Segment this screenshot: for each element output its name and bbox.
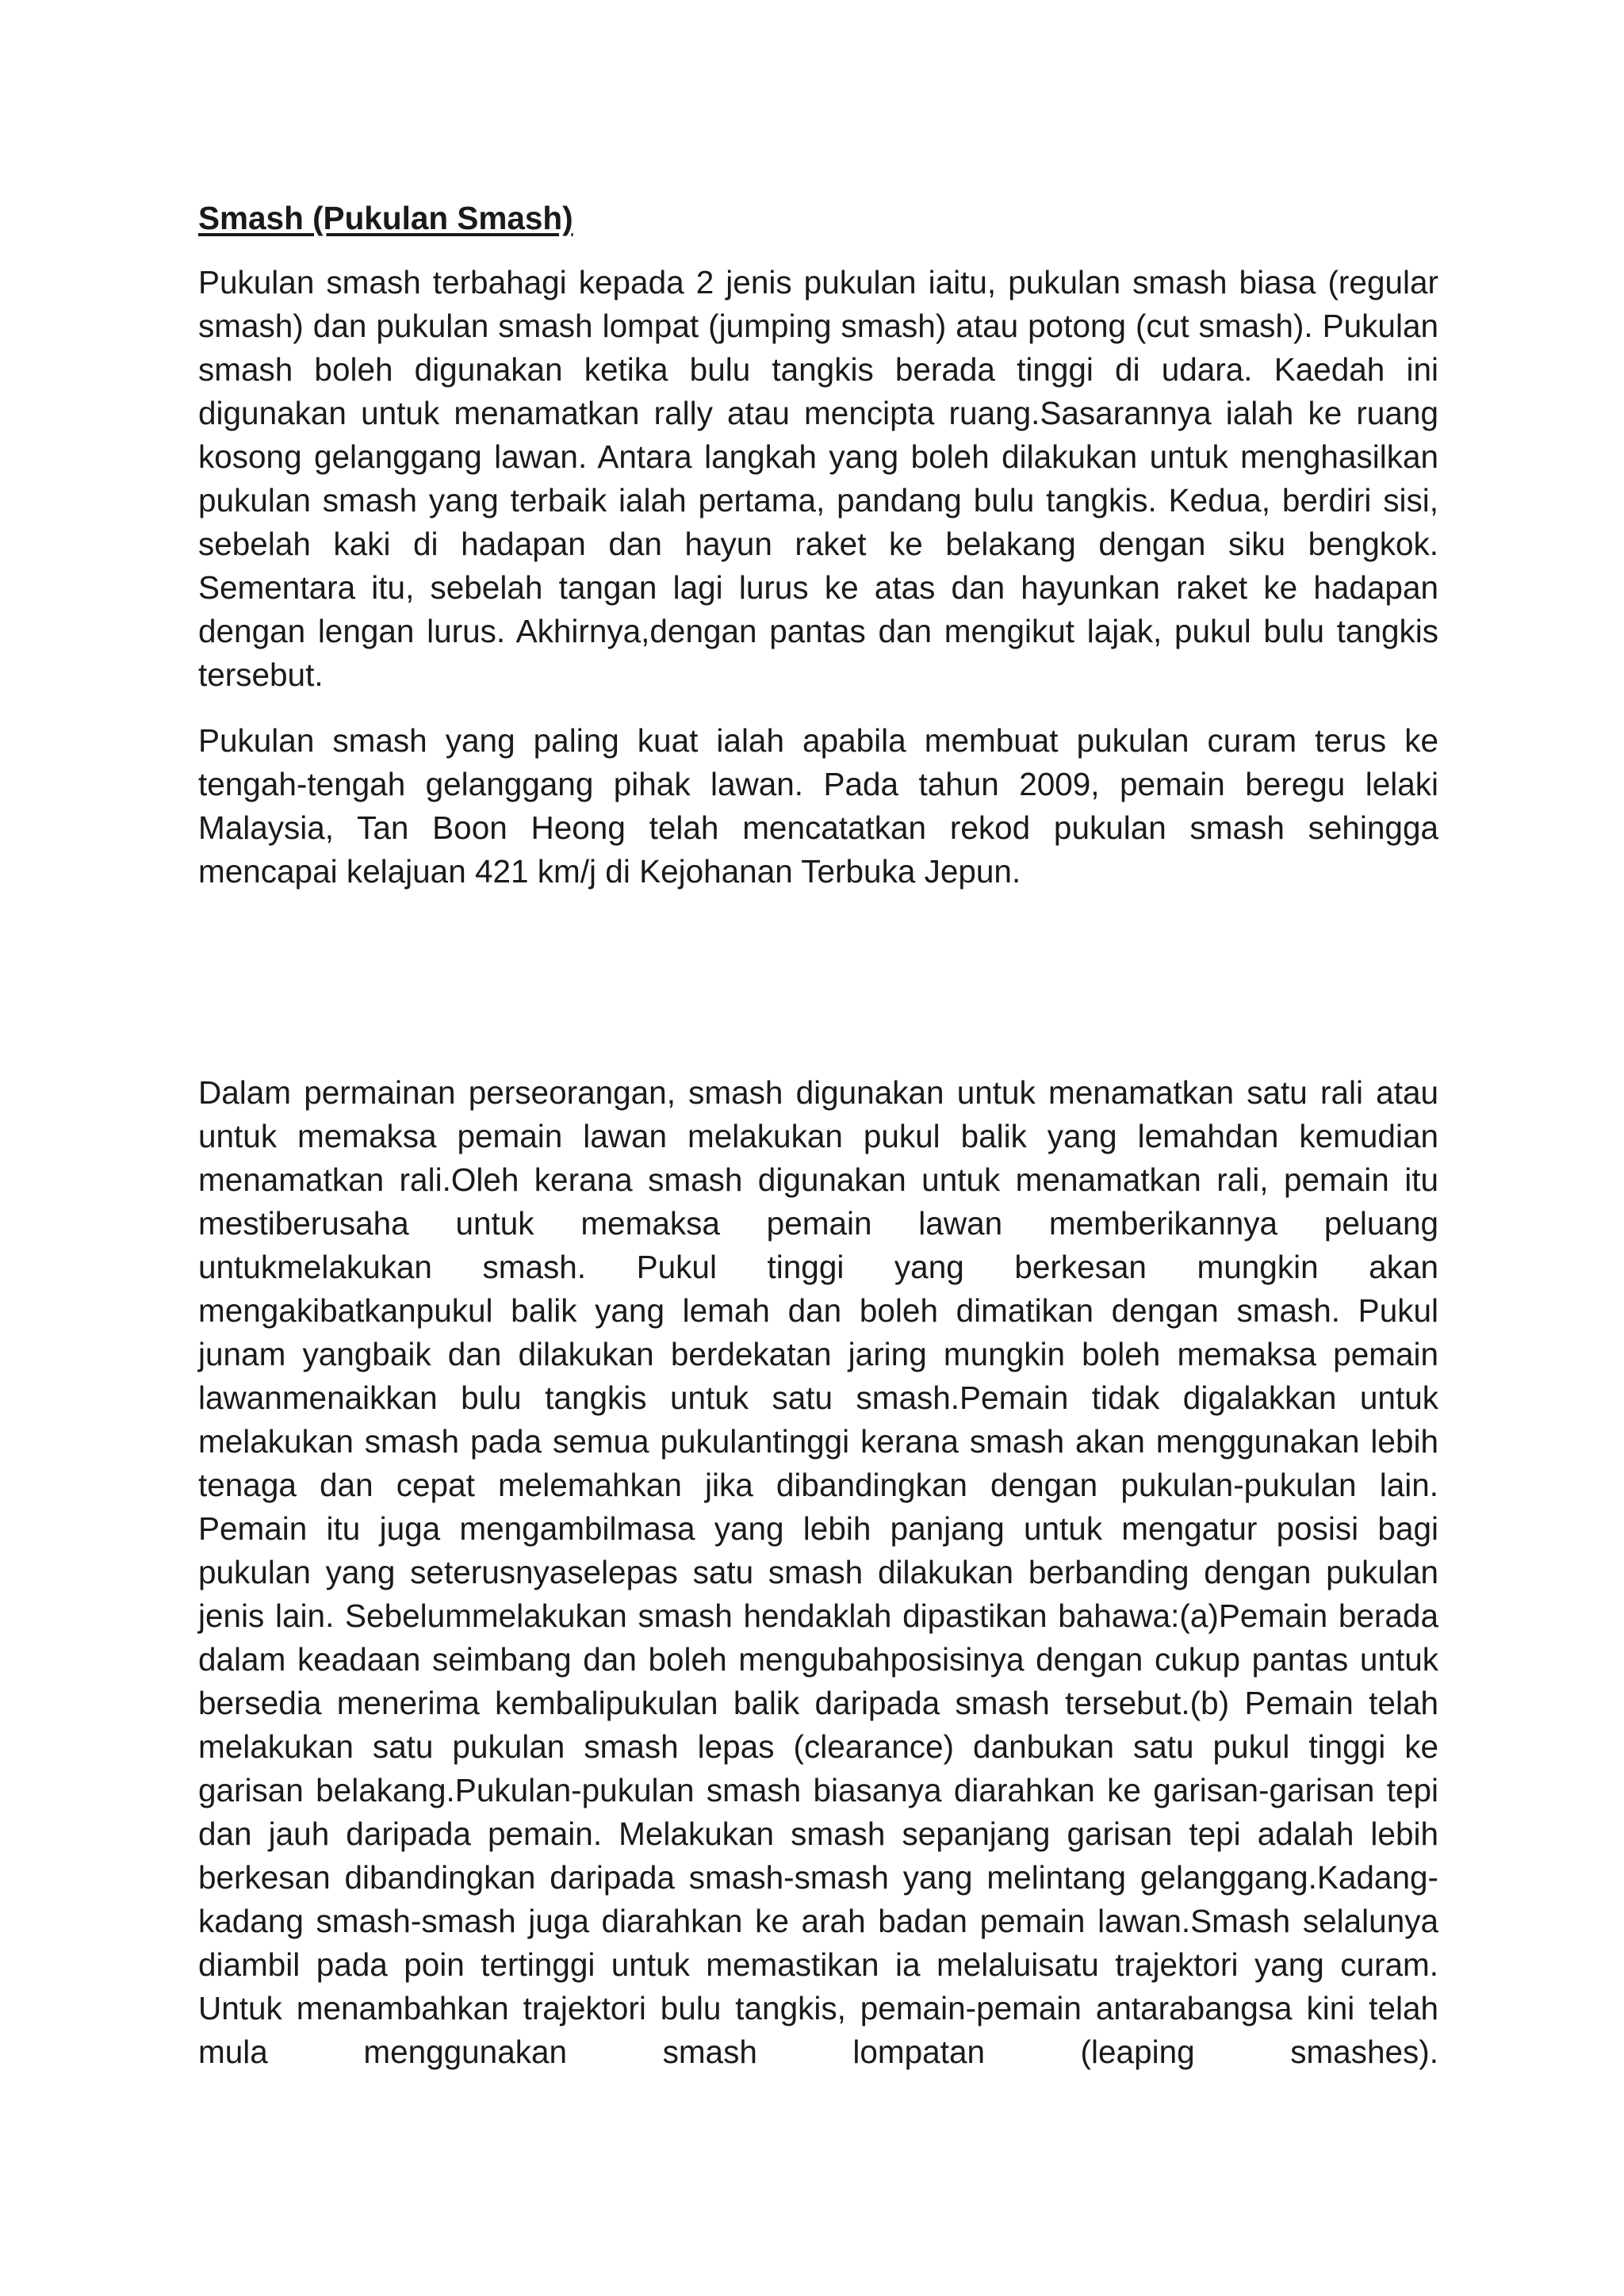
document-page bbox=[198, 197, 1438, 2096]
blank-space bbox=[198, 916, 1438, 1071]
document-title: Smash (Pukulan Smash) bbox=[198, 200, 573, 236]
paragraph-2: Pukulan smash yang paling kuat ialah apabila membuat pukulan curam terus ke tengah-tengah gelanggang pihak lawan. Pada tahun 2009, pemain beregu lelaki Malaysia, Tan Boon Heong telah mencatatkan rekod pukulan smash sehingga mencapai kelajuan 421 km/j di Kejohanan Terbuka Jepun. bbox=[198, 722, 1438, 890]
paragraph-3: Dalam permainan perseorangan, smash digunakan untuk menamatkan satu rali atau untuk memaksa pemain lawan melakukan pukul balik yang lemahdan kemudian menamatkan rali.Oleh kerana smash digunakan untuk menamatkan rali, pemain itu mestiberusaha untuk memaksa pemain lawan memberikannya peluang untukmelakukan smash. Pukul tinggi yang berkesan mungkin akan mengakibatkanpukul balik yang lemah dan boleh dimatikan dengan smash. Pukul junam yangbaik dan dilakukan berdekatan jaring mungkin boleh memaksa pemain lawanmenaikkan bulu tangkis untuk satu smash.Pemain tidak digalakkan untuk melakukan smash pada semua pukulantinggi kerana smash akan menggunakan lebih tenaga dan cepat melemahkan jika dibandingkan dengan pukulan-pukulan lain. Pemain itu juga mengambilmasa yang lebih panjang untuk mengatur posisi bagi pukulan yang seterusnyaselepas satu smash dilakukan berbanding dengan pukulan jenis lain. Sebelummelakukan smash hendaklah dipastikan bahawa:(a)Pemain berada dalam keadaan seimbang dan boleh mengubahposisinya dengan cukup pantas untuk bersedia menerima kembalipukulan balik daripada smash tersebut.(b) Pemain telah melakukan satu pukulan smash lepas (clearance) danbukan satu pukul tinggi ke garisan belakang.Pukulan-pukulan smash biasanya diarahkan ke garisan-garisan tepi dan jauh daripada pemain. Melakukan smash sepanjang garisan tepi adalah lebih berkesan dibandingkan daripada smash-smash yang melintang gelanggang.Kadang-kadang smash-smash juga diarahkan ke arah badan pemain lawan.Smash selalunya diambil pada poin tertinggi untuk memastikan ia melaluisatu trajektori yang curam. Untuk menambahkan trajektori bulu tangkis, pemain-pemain antarabangsa kini telah mula menggunakan smash lompatan (leaping smashes). bbox=[198, 1074, 1438, 2070]
paragraph-1: Pukulan smash terbahagi kepada 2 jenis pukulan iaitu, pukulan smash biasa (regular smash) dan pukulan smash lompat (jumping smash) atau potong (cut smash). Pukulan smash boleh digunakan ketika bulu tangkis berada tinggi di udara. Kaedah ini digunakan untuk menamatkan rally atau mencipta ruang.Sasarannya ialah ke ruang kosong gelanggang lawan. Antara langkah yang boleh dilakukan untuk menghasilkan pukulan smash yang terbaik ialah pertama, pandang bulu tangkis. Kedua, berdiri sisi, sebelah kaki di hadapan dan hayun raket ke belakang dengan siku bengkok. Sementara itu, sebelah tangan lagi lurus ke atas dan hayunkan raket ke hadapan dengan lengan lurus. Akhirnya,dengan pantas dan mengikut lajak, pukul bulu tangkis tersebut. bbox=[198, 264, 1438, 693]
